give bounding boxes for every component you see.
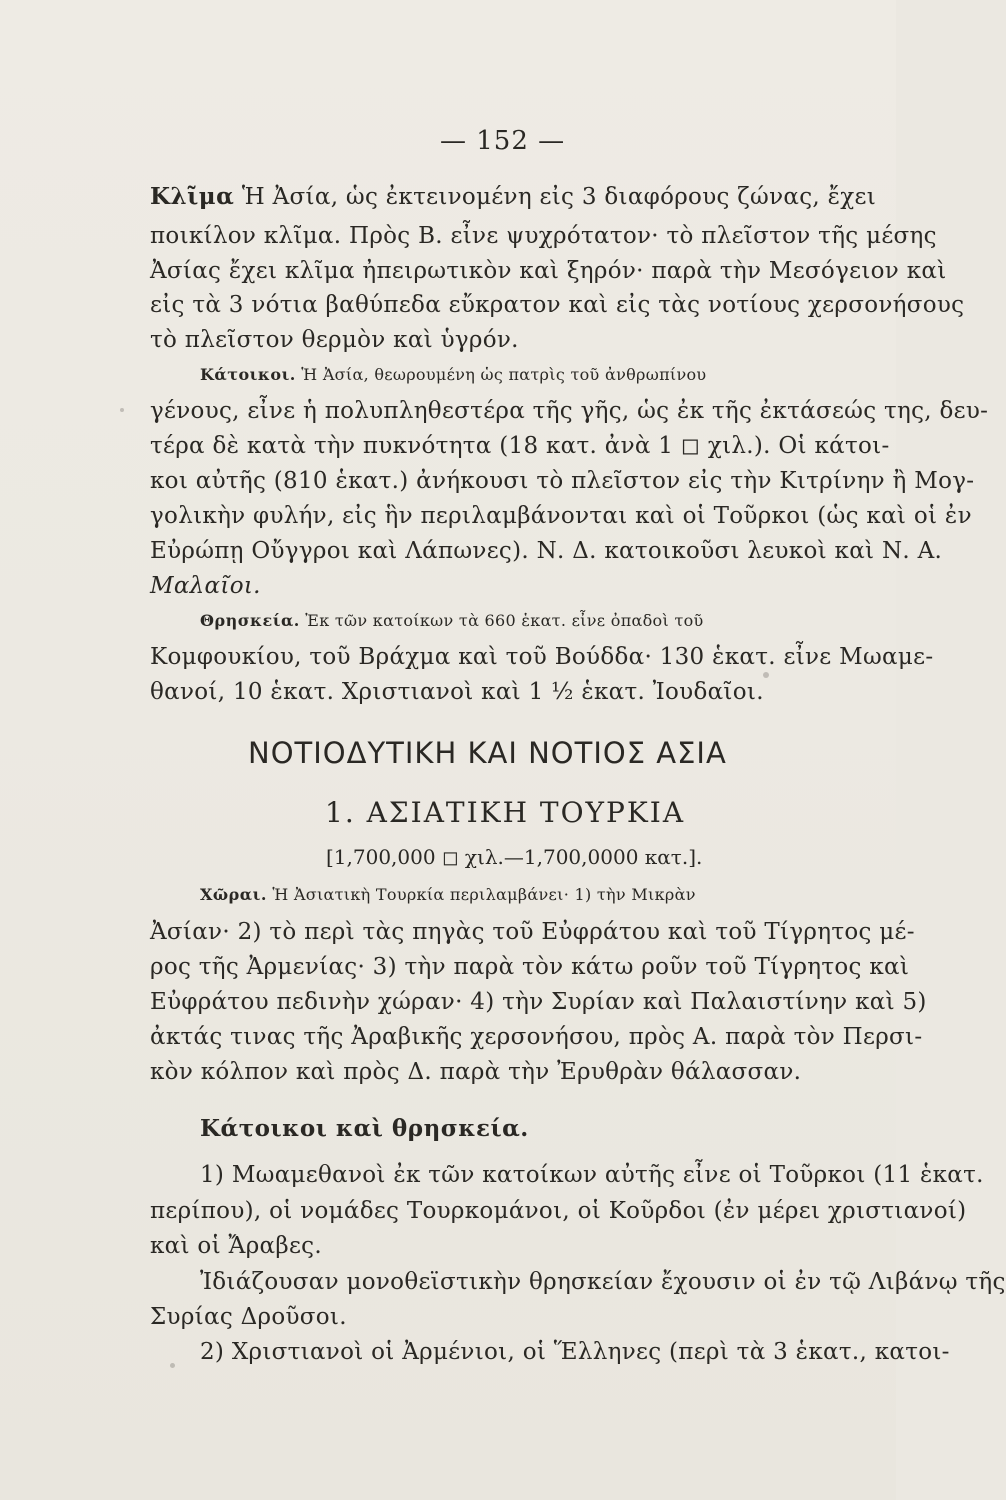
chorai-line-3: ρος τῆς Ἀρμενίας· 3) τὴν παρὰ τὸν κάτω ροῦν τοῦ Τίγρητος καὶ — [150, 954, 910, 980]
thriskeia-line-3: θανοί, 10 ἑκατ. Χριστιανοὶ καὶ 1 ½ ἑκατ. Ἰουδαῖοι. — [150, 679, 764, 705]
katoikoi-text-7: Μαλαῖοι. — [150, 573, 261, 599]
katoikoi-label: Κάτοικοι. — [200, 365, 296, 384]
area-population: [1,700,000 ◻ χιλ.—1,700,0000 κατ.]. — [326, 845, 703, 869]
kt-line-3: καὶ οἱ Ἄραβες. — [150, 1233, 322, 1259]
chorai-line-4: Εὐφράτου πεδινὴν χώραν· 4) τὴν Συρίαν καὶ Παλαιστίνην καὶ 5) — [150, 989, 927, 1015]
thriskeia-label: Θρησκεία. — [200, 611, 300, 630]
chorai-line-5: ἀκτάς τινας τῆς Ἀραβικῆς χερσονήσου, πρὸς Α. παρὰ τὸν Περσι- — [150, 1024, 923, 1050]
katoikoi-line-5: γολικὴν φυλήν, εἰς ἣν περιλαμβάνονται καὶ οἱ Τοῦρκοι (ὡς καὶ οἱ ἐν — [150, 503, 972, 529]
kt-line-1: 1) Μωαμεθανοὶ ἐκ τῶν κατοίκων αὐτῆς εἶνε οἱ Τοῦρκοι (11 ἑκατ. — [200, 1162, 984, 1188]
katoikoi-thriskeia-heading: Κάτοικοι καὶ θρησκεία. — [200, 1115, 529, 1142]
katoikoi-line-6: Εὐρώπῃ Οὔγγροι καὶ Λάπωνες). Ν. Δ. κατοικοῦσι λευκοὶ καὶ Ν. Α. — [150, 538, 943, 564]
chorai-text-1: Ἡ Ἀσιατικὴ Τουρκία περιλαμβάνει· 1) τὴν Μικρὰν — [272, 885, 696, 904]
katoikoi-line-7 — [150, 571, 890, 601]
kt-line-6: 2) Χριστιανοὶ οἱ Ἀρμένιοι, οἱ Ἕλληνες (περὶ τὰ 3 ἑκατ., κατοι- — [200, 1339, 950, 1365]
thriskeia-line-2: Κομφουκίου, τοῦ Βράχμα καὶ τοῦ Βούδδα· 130 ἑκατ. εἶνε Μωαμε- — [150, 644, 934, 670]
kt-line-4: Ἰδιάζουσαν μονοθεϊστικὴν θρησκείαν ἔχουσιν οἱ ἐν τῷ Λιβάνῳ τῆς — [200, 1269, 1006, 1295]
chorai-label: Χῶραι. — [200, 885, 267, 904]
scan-speck — [120, 408, 124, 412]
klima-line-1 — [150, 182, 890, 212]
chorai-line-2: Ἀσίαν· 2) τὸ περὶ τὰς πηγὰς τοῦ Εὐφράτου καὶ τοῦ Τίγρητος μέ- — [150, 919, 915, 945]
klima-line-5: τὸ πλεῖστον θερμὸν καὶ ὑγρόν. — [150, 327, 519, 353]
klima-line-3: Ἀσίας ἔχει κλῖμα ἠπειρωτικὸν καὶ ξηρόν· παρὰ τὴν Μεσόγειον καὶ — [150, 258, 947, 284]
klima-line-4: εἰς τὰ 3 νότια βαθύπεδα εὔκρατον καὶ εἰς τὰς νοτίους χερσονήσους — [150, 292, 965, 318]
kt-line-5: Συρίας Δροῦσοι. — [150, 1304, 347, 1330]
scan-speck — [170, 1363, 175, 1368]
thriskeia-text-1: Ἐκ τῶν κατοίκων τὰ 660 ἑκατ. εἶνε ὀπαδοὶ τοῦ — [305, 611, 704, 630]
klima-label: Κλῖμα — [150, 183, 235, 210]
klima-text-1: Ἡ Ἀσία, ὡς ἐκτεινομένη εἰς 3 διαφόρους ζώνας, ἔχει — [241, 184, 877, 210]
katoikoi-line-3: τέρα δὲ κατὰ τὴν πυκνότητα (18 κατ. ἀνὰ 1 ◻ χιλ.). Οἱ κάτοι- — [150, 433, 890, 459]
katoikoi-line-2: γένους, εἶνε ἡ πολυπληθεστέρα τῆς γῆς, ὡς ἐκ τῆς ἐκτάσεώς της, δευ- — [150, 398, 989, 424]
katoikoi-line-1 — [200, 360, 940, 390]
klima-line-2: ποικίλον κλῖμα. Πρὸς Β. εἶνε ψυχρότατον· τὸ πλεῖστον τῆς μέσης — [150, 223, 937, 249]
section-title: ΝΟΤΙΟΔΥΤΙΚΗ ΚΑΙ ΝΟΤΙΟΣ ΑΣΙΑ — [248, 736, 727, 770]
chorai-line-1 — [200, 880, 940, 910]
page-number: — 152 — — [440, 126, 566, 156]
thriskeia-line-1 — [200, 606, 940, 636]
chorai-line-6: κὸν κόλπον καὶ πρὸς Δ. παρὰ τὴν Ἐρυθρὰν θάλασσαν. — [150, 1059, 802, 1085]
katoikoi-line-4: κοι αὐτῆς (810 ἑκατ.) ἀνήκουσι τὸ πλεῖστον εἰς τὴν Κιτρίνην ἢ Μογ- — [150, 468, 975, 494]
section-subtitle: 1. ΑΣΙΑΤΙΚΗ ΤΟΥΡΚΙΑ — [325, 796, 686, 829]
scan-speck — [763, 672, 769, 678]
kt-line-2: περίπου), οἱ νομάδες Τουρκομάνοι, οἱ Κοῦρδοι (ἐν μέρει χριστιανοί) — [150, 1198, 967, 1224]
katoikoi-text-1: Ἡ Ἀσία, θεωρουμένη ὡς πατρὶς τοῦ ἀνθρωπίνου — [301, 365, 707, 384]
